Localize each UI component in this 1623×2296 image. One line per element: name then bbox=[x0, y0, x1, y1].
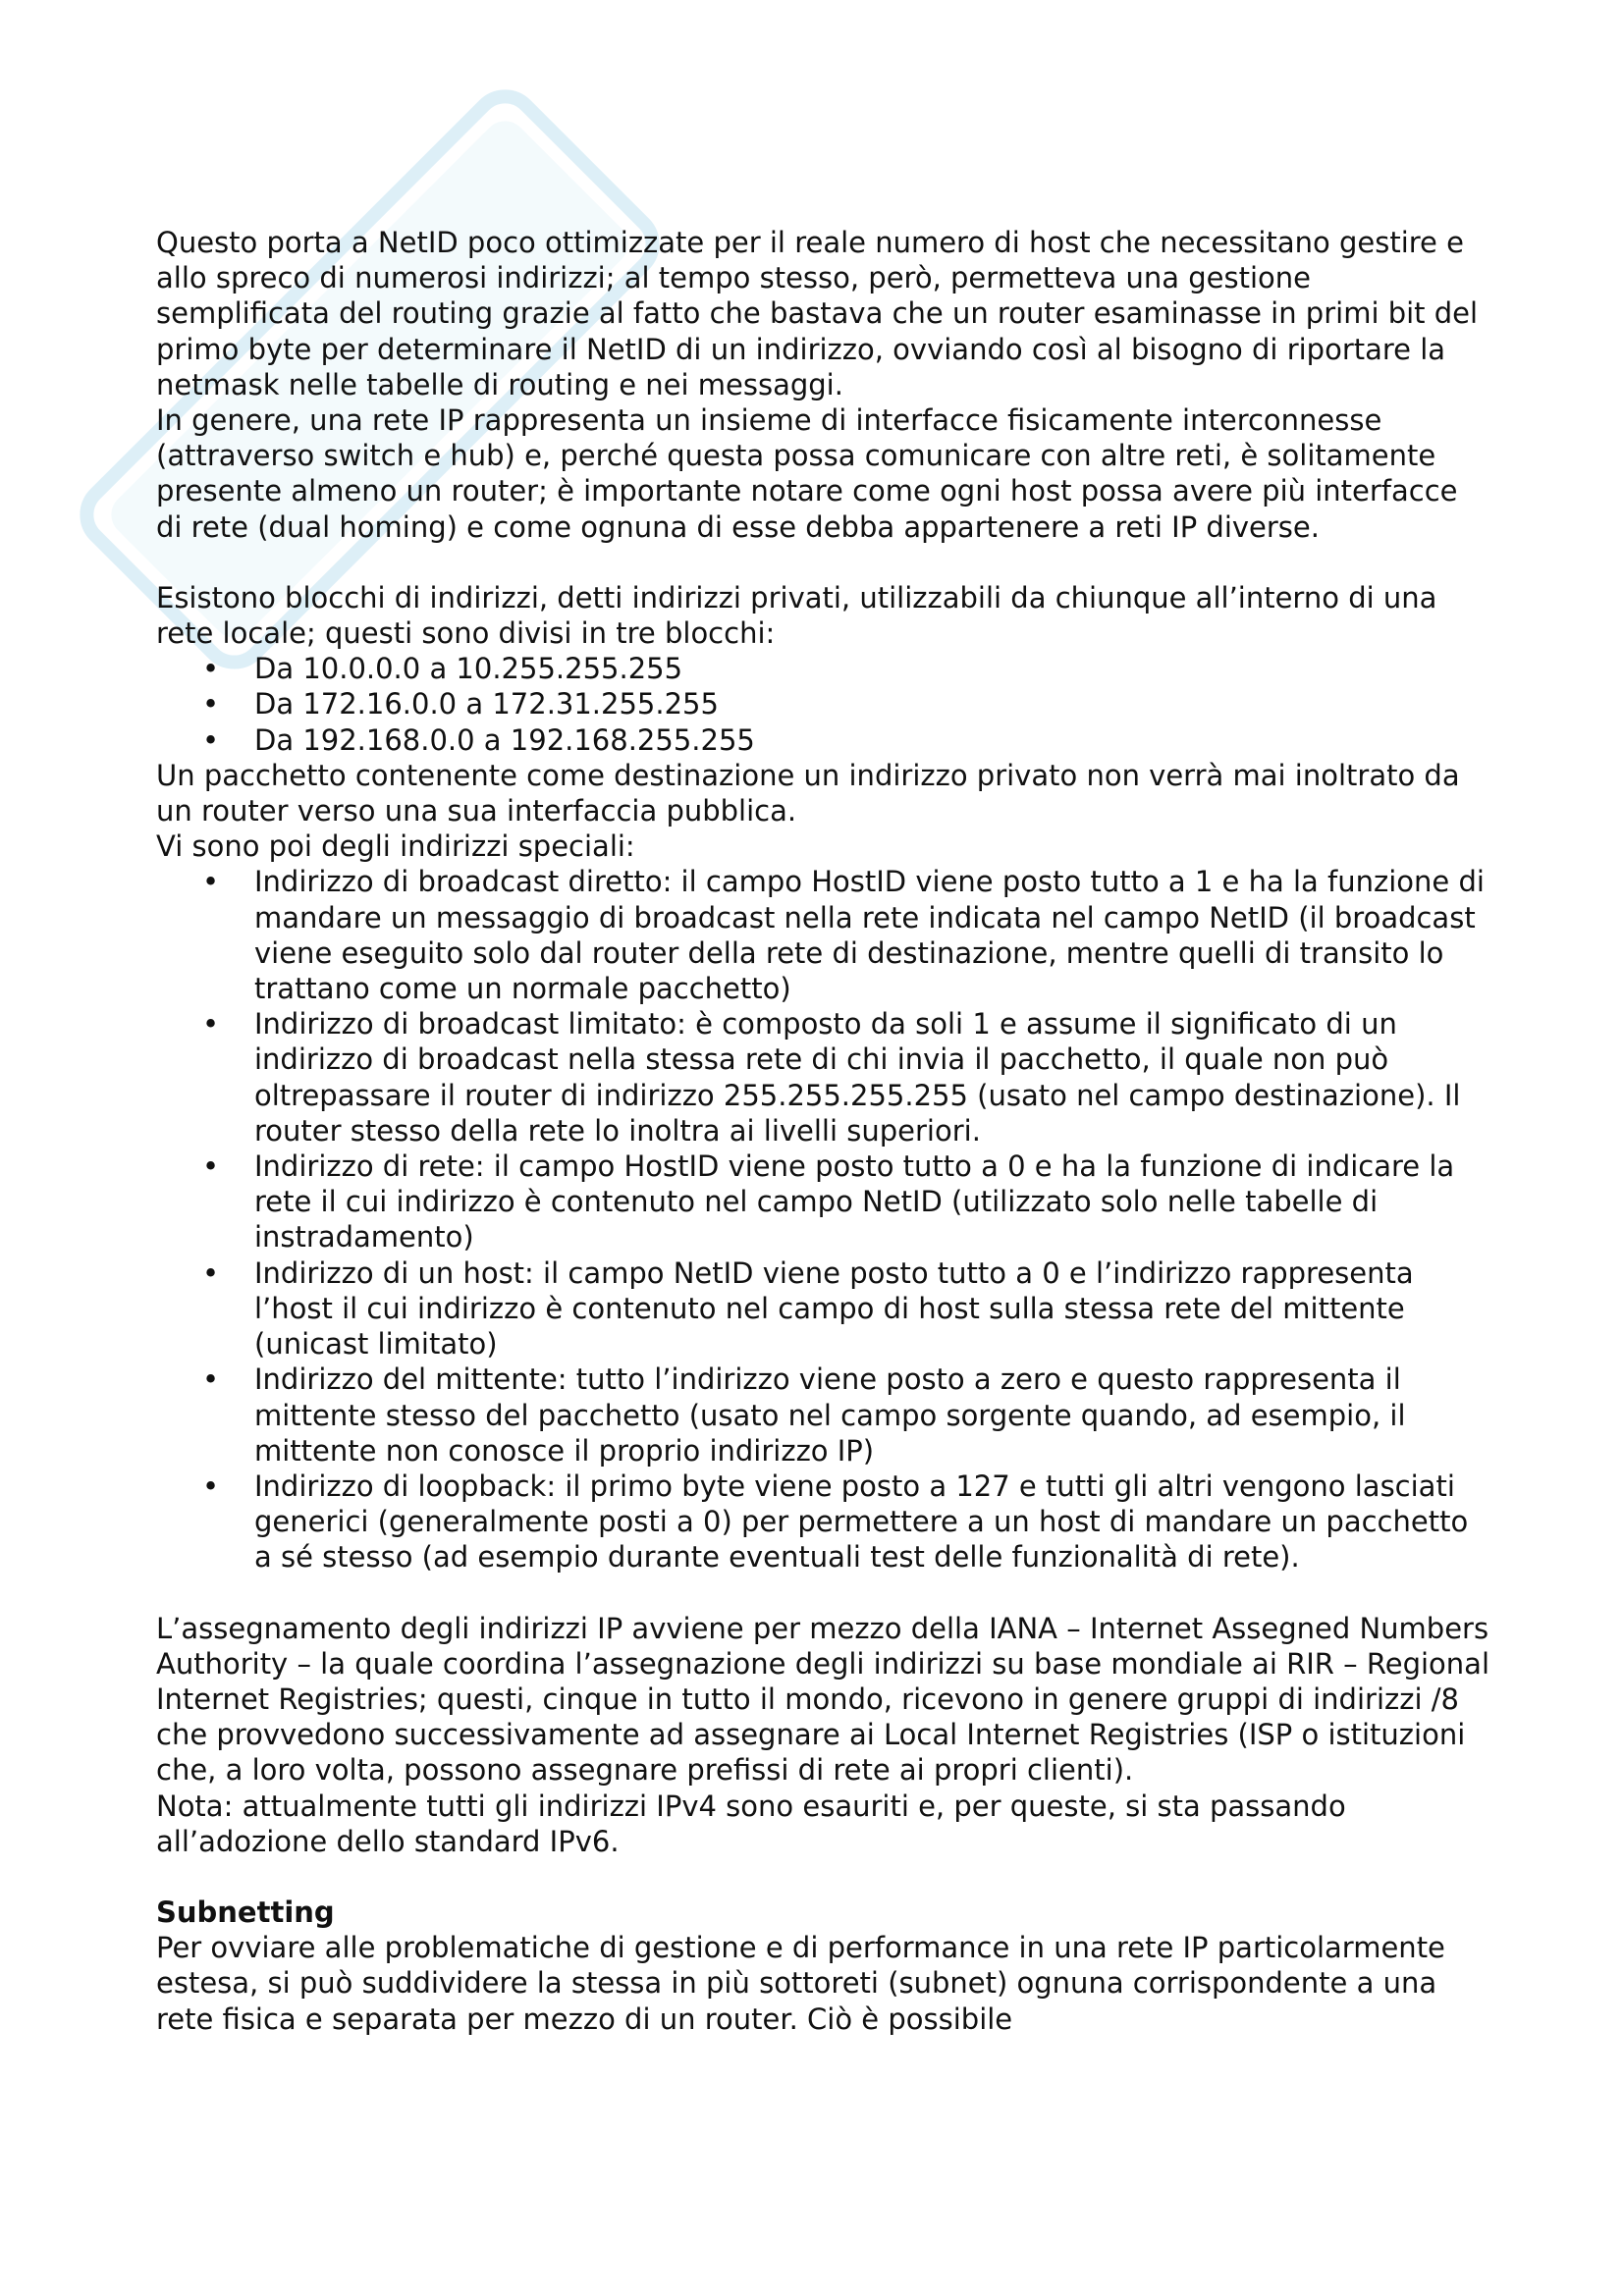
paragraph-iana-assignment: L’assegnamento degli indirizzi IP avviene per mezzo della IANA – Internet Assegned Numbers Authority – la quale coordina l’assegnazione degli indirizzi su base mondiale ai RIR – Regional Internet Registries; questi, cinque in tutto il mondo, ricevono in genere gruppi di indirizzi /8 che provvedono successivamente ad assegnare ai Local Internet Registries (ISP o istituzioni che, a loro volta, possono assegnare prefissi di rete ai propri clienti). bbox=[156, 1611, 1490, 1788]
bullet-icon: • bbox=[202, 687, 220, 721]
subnetting-heading: Subnetting bbox=[156, 1895, 335, 1929]
document-page bbox=[156, 225, 1491, 2037]
list-item: • Indirizzo del mittente: tutto l’indirizzo viene posto a zero e questo rappresenta il mittente stesso del pacchetto (usato nel campo sorgente quando, ad esempio, il mittente non conosce il proprio indirizzo IP) bbox=[202, 1362, 1406, 1468]
bullet-icon: • bbox=[202, 652, 220, 686]
bullet-icon: • bbox=[202, 1255, 220, 1290]
list-item: • Indirizzo di broadcast diretto: il campo HostID viene posto tutto a 1 e ha la funzione di mandare un messaggio di broadcast nella rete indicata nel campo NetID (il broadcast viene eseguito solo dal router della rete di destinazione, mentre quelli di transito lo trattano come un normale pacchetto) bbox=[202, 865, 1485, 1006]
paragraph-ip-network: In genere, una rete IP rappresenta un insieme di interfacce fisicamente interconnesse (attraverso switch e hub) e, perché questa possa comunicare con altre reti, è solitamente presente almeno un router; è importante notare come ogni host possa avere più interfacce di rete (dual homing) e come ognuna di esse debba appartenere a reti IP diverse. bbox=[156, 403, 1458, 544]
list-item: • Da 10.0.0.0 a 10.255.255.255 bbox=[202, 652, 683, 686]
bullet-icon: • bbox=[202, 1362, 220, 1397]
list-item: • Indirizzo di broadcast limitato: è composto da soli 1 e assume il significato di un indirizzo di broadcast nella stessa rete di chi invia il pacchetto, il quale non può oltrepassare il router di indirizzo 255.255.255.255 (usato nel campo destinazione). Il router stesso della rete lo inoltra ai livelli superiori. bbox=[202, 1007, 1461, 1148]
special-addresses-list bbox=[156, 864, 1491, 1575]
paragraph-subnetting: Per ovviare alle problematiche di gestione e di performance in una rete IP particolarmente estesa, si può suddividere la stessa in più sottoreti (subnet) ognuna corrispondente a una rete fisica e separata per mezzo di un router. Ciò è possibile bbox=[156, 1931, 1445, 2036]
list-item: • Indirizzo di un host: il campo NetID viene posto tutto a 0 e l’indirizzo rappresenta l’host il cui indirizzo è contenuto nel campo di host sulla stessa rete del mittente (unicast limitato) bbox=[202, 1255, 1414, 1362]
private-blocks-list bbox=[156, 651, 1491, 758]
paragraph-special-intro: Vi sono poi degli indirizzi speciali: bbox=[156, 829, 635, 864]
bullet-icon: • bbox=[202, 865, 220, 899]
list-item: • Indirizzo di rete: il campo HostID viene posto tutto a 0 e ha la funzione di indicare la rete il cui indirizzo è contenuto nel campo NetID (utilizzato solo nelle tabelle di instradamento) bbox=[202, 1149, 1455, 1255]
list-item: • Da 192.168.0.0 a 192.168.255.255 bbox=[202, 722, 755, 757]
bullet-icon: • bbox=[202, 1007, 220, 1041]
list-item: • Da 172.16.0.0 a 172.31.255.255 bbox=[202, 687, 719, 721]
paragraph-private-addresses: Esistono blocchi di indirizzi, detti indirizzi privati, utilizzabili da chiunque all’interno di una rete locale; questi sono divisi in tre blocchi: bbox=[156, 580, 1437, 651]
bullet-icon: • bbox=[202, 722, 220, 757]
list-item: • Indirizzo di loopback: il primo byte viene posto a 127 e tutti gli altri vengono lasciati generici (generalmente posti a 0) per permettere a un host di mandare un pacchetto a sé stesso (ad esempio durante eventuali test delle funzionalità di rete). bbox=[202, 1468, 1469, 1575]
paragraph-private-routing: Un pacchetto contenente come destinazione un indirizzo privato non verrà mai inoltrato da un router verso una sua interfaccia pubblica. bbox=[156, 758, 1460, 828]
paragraph-netid-optimization: Questo porta a NetID poco ottimizzate per il reale numero di host che necessitano gestire e allo spreco di numerosi indirizzi; al tempo stesso, però, permetteva una gestione semplificata del routing grazie al fatto che bastava che un router esaminasse in primi bit del primo byte per determinare il NetID di un indirizzo, ovviando così al bisogno di riportare la netmask nelle tabelle di routing e nei messaggi. bbox=[156, 226, 1479, 401]
paragraph-ipv4-note: Nota: attualmente tutti gli indirizzi IPv4 sono esauriti e, per queste, si sta passando all’adozione dello standard IPv6. bbox=[156, 1789, 1346, 1858]
bullet-icon: • bbox=[202, 1468, 220, 1503]
bullet-icon: • bbox=[202, 1149, 220, 1184]
